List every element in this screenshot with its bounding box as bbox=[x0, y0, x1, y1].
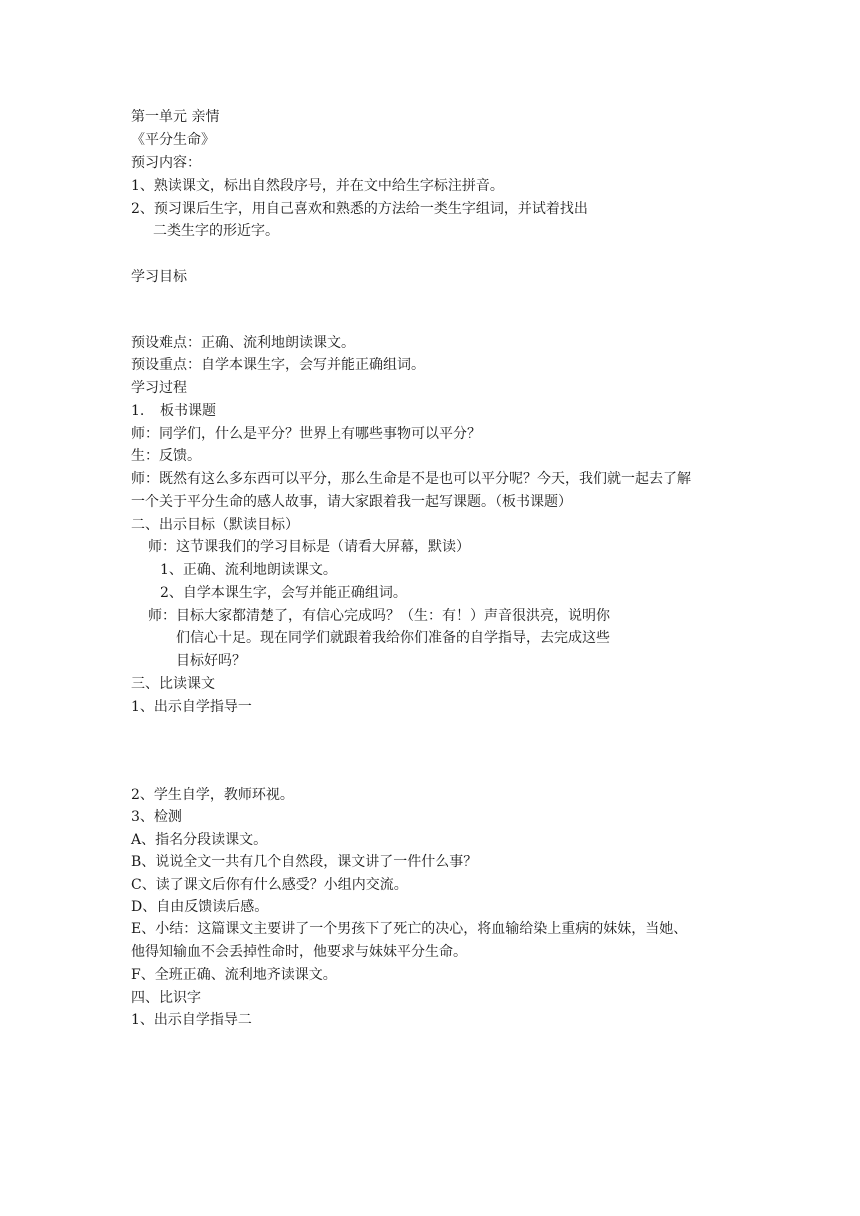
check-item: F、全班正确、流利地齐读课文。 bbox=[131, 967, 337, 983]
check-item: B、说说全文一共有几个自然段，课文讲了一件什么事？ bbox=[131, 854, 478, 870]
unit-title: 第一单元 亲情 bbox=[131, 109, 220, 125]
lesson-title: 《平分生命》 bbox=[131, 132, 215, 148]
check-item: C、读了课文后你有什么感受？小组内交流。 bbox=[131, 877, 408, 893]
dialogue-line: 师：既然有这么多东西可以平分，那么生命是不是也可以平分呢？今天，我们就一起去了解 bbox=[131, 471, 691, 487]
check-item: A、指名分段读课文。 bbox=[131, 832, 268, 848]
dialogue-line: 一个关于平分生命的感人故事，请大家跟着我一起写课题。（板书课题） bbox=[131, 494, 572, 510]
guide-line: 1、出示自学指导一 bbox=[131, 699, 252, 715]
dialogue-line: 师：同学们，什么是平分？世界上有哪些事物可以平分？ bbox=[131, 426, 481, 442]
check-item: 他得知输血不会丢掉性命时，他要求与妹妹平分生命。 bbox=[131, 944, 467, 960]
preview-item-continuation: 二类生字的形近字。 bbox=[153, 223, 279, 239]
preview-item: 1、熟读课文，标出自然段序号，并在文中给生字标注拼音。 bbox=[131, 178, 504, 194]
section1-number: 1. bbox=[131, 403, 145, 419]
section4-title: 四、比识字 bbox=[131, 990, 201, 1006]
teacher-followup: 师：目标大家都清楚了，有信心完成吗？（生：有！）声音很洪亮，说明你 bbox=[148, 608, 610, 624]
goal-item: 2、自学本课生字，会写并能正确组词。 bbox=[160, 585, 407, 601]
teacher-followup: 们信心十足。现在同学们就跟着我给你们准备的自学指导，去完成这些 bbox=[176, 630, 610, 646]
check-item: D、自由反馈读后感。 bbox=[131, 899, 269, 915]
step-line: 3、检测 bbox=[131, 809, 182, 825]
guide-line: 1、出示自学指导二 bbox=[131, 1012, 252, 1028]
preview-heading: 预习内容： bbox=[131, 155, 201, 171]
dialogue-line: 生：反馈。 bbox=[131, 448, 201, 464]
section2-title: 二、出示目标（默读目标） bbox=[131, 517, 299, 533]
process-heading: 学习过程 bbox=[131, 380, 187, 396]
check-item: E、小结：这篇课文主要讲了一个男孩下了死亡的决心，将血输给染上重病的妹妹，当她、 bbox=[131, 921, 688, 937]
goal-item: 1、正确、流利地朗读课文。 bbox=[160, 562, 337, 578]
objectives-heading: 学习目标 bbox=[131, 269, 187, 285]
section1-title: 板书课题 bbox=[160, 403, 216, 419]
step-line: 2、学生自学，教师环视。 bbox=[131, 787, 294, 803]
difficulty-line: 预设难点：正确、流利地朗读课文。 bbox=[131, 335, 355, 351]
section3-title: 三、比读课文 bbox=[131, 676, 215, 692]
focus-line: 预设重点：自学本课生字，会写并能正确组词。 bbox=[131, 357, 425, 373]
teacher-followup: 目标好吗？ bbox=[176, 653, 246, 669]
preview-item: 2、预习课后生字，用自己喜欢和熟悉的方法给一类生字组词，并试着找出 bbox=[131, 201, 588, 217]
teacher-intro: 师：这节课我们的学习目标是（请看大屏幕，默读） bbox=[148, 539, 470, 555]
